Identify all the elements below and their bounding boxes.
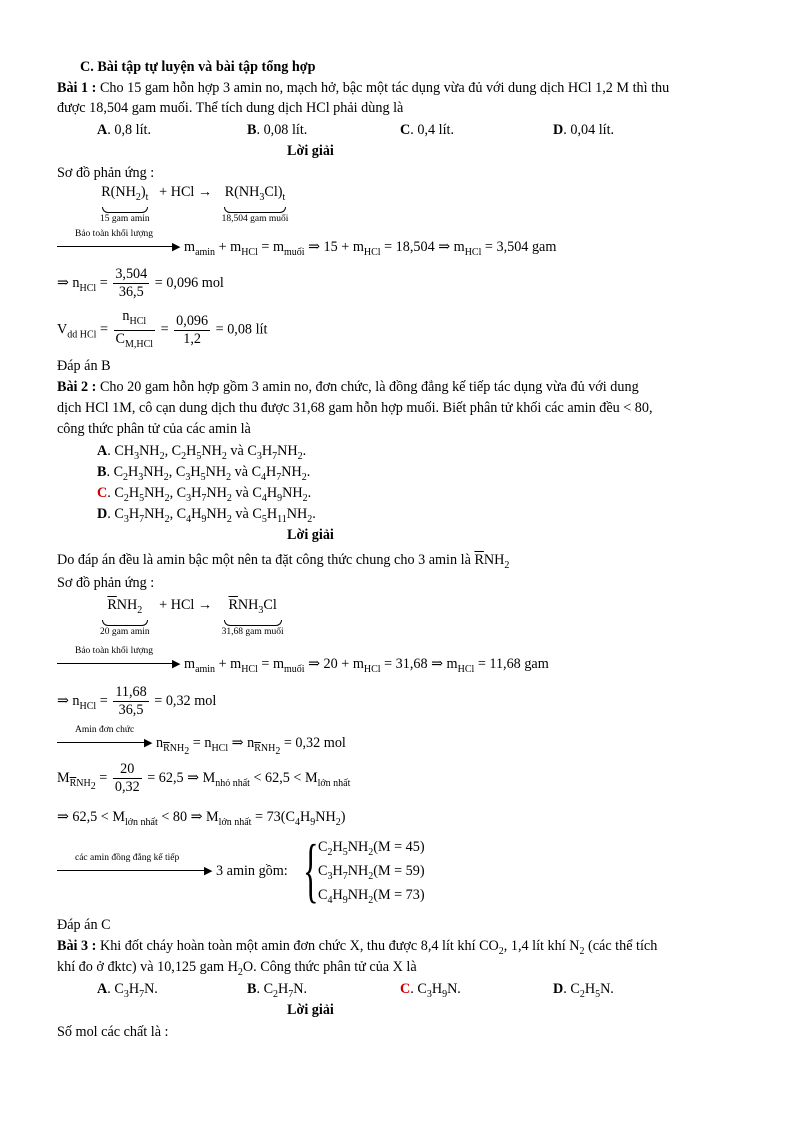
b1-question-line1: Bài 1 : Cho 15 gam hỗn hợp 3 amin no, mạch hở, bậc một tác dụng vừa đủ với dung dịch HCl 1,2 M thì thu: [57, 80, 670, 96]
b2-n-hcl: ⇒ $n_{HCl}$ = $\frac{11,68}{36,5}$ = 0,32 mol: [57, 684, 217, 719]
b2-reactant: $\overline{R}NH_2$ 20 gam amin: [100, 597, 150, 637]
b1-answer: Đáp án B: [57, 358, 111, 374]
b2-inequality: ⇒ $62,5 < M_{lớn nhất} < 80$ ⇒ $M_{lớn nhất} = 73(C_4H_9NH_2)$: [57, 809, 346, 828]
b3-option-a: A. $C_3H_7N$.: [97, 981, 158, 1000]
b1-mass-conservation: Bảo toàn khối lượng ▶ $m_{amin} + m_{HCl} = m_{muối}$ ⇒ $15 + m_{HCl} = 18,504$ ⇒ $m_{HCl} = 3,504$ gam: [57, 238, 556, 262]
b2-question-line3: công thức phân tử của các amin là: [57, 421, 251, 437]
b1-product: $R(NH_3Cl)_t$ 18,504 gam muối: [221, 184, 289, 224]
b3-option-c: C. $C_3H_9N$.: [400, 981, 461, 1000]
b2-n-amin: Amin đơn chức ▶ $n_{\overline{R}NH_2} = n_{HCl}$ ⇒ $n_{\overline{R}NH_2} = 0,32$ mol: [57, 734, 346, 761]
b2-intro: Do đáp án đều là amin bậc một nên ta đặt công thức chung cho 3 amin là $\overline{R}NH_2$: [57, 552, 510, 571]
b1-reaction-scheme: $R(NH_2)_t$ 15 gam amin + HCl → $R(NH_3Cl)_t$ 18,504 gam muối: [100, 184, 289, 224]
b2-option-c: C. $C_2H_5NH_2$, $C_3H_7NH_2$ và $C_4H_9NH_2$.: [97, 485, 312, 504]
b3-option-b: B. $C_2H_7N$.: [247, 981, 308, 1000]
b1-n-hcl: ⇒ $n_{HCl}$ = $\frac{3,504}{36,5}$ = 0,096 mol: [57, 266, 224, 301]
b3-solution-heading: Lời giải: [287, 1002, 334, 1018]
b1-option-a: A. 0,8 lít.: [97, 122, 151, 138]
b2-question-line2: dịch HCl 1M, cô cạn dung dịch thu được 31,68 gam hỗn hợp muối. Biết phân tử khối các amin đều < 80,: [57, 400, 653, 416]
b2-option-d: D. $C_3H_7NH_2$, $C_4H_9NH_2$ và $C_5H_{11}NH_2$.: [97, 506, 316, 525]
b1-arrow: Bảo toàn khối lượng ▶: [57, 238, 180, 256]
b1-reactant: $R(NH_2)_t$ 15 gam amin: [100, 184, 150, 224]
b1-option-d: D. 0,04 lít.: [553, 122, 615, 138]
b2-system-line1: $C_2H_5NH_2(M = 45)$: [318, 839, 425, 858]
b3-moles-label: Số mol các chất là :: [57, 1024, 169, 1040]
b1-question-line2: được 18,504 gam muối. Thể tích dung dịch HCl phải dùng là: [57, 100, 404, 116]
b1-volume: $V_{dd HCl}$ = $\frac{n_{HCl}}{C_{M,HCl}}$ = $\frac{0,096}{1,2}$ = 0,08 lít: [57, 308, 268, 350]
b2-question-line1: Bài 2 : Cho 20 gam hỗn hợp gồm 3 amin no, đơn chức, là đồng đẳng kế tiếp tác dụng vừa đủ với dung: [57, 379, 639, 395]
b1-scheme-label: Sơ đồ phản ứng :: [57, 165, 155, 181]
b2-system-line3: $C_4H_9NH_2(M = 73)$: [318, 887, 425, 906]
b2-molar-mass: $M_{\overline{R}NH_2}$ = $\frac{20}{0,32}$ = 62,5 ⇒ $M_{nhỏ nhất} < 62,5 < M_{lớn nhất}$: [57, 761, 351, 796]
b1-option-c: C. 0,4 lít.: [400, 122, 454, 138]
b2-option-b: B. $C_2H_3NH_2$, $C_3H_5NH_2$ và $C_4H_7NH_2$.: [97, 464, 311, 483]
b2-product: $\overline{R}NH_3Cl$ 31,68 gam muối: [221, 597, 284, 637]
b2-mass-conservation: Bảo toàn khối lượng ▶ $m_{amin} + m_{HCl} = m_{muối}$ ⇒ $20 + m_{HCl} = 31,68$ ⇒ $m_{HCl} = 11,68$ gam: [57, 655, 549, 679]
b2-homologous-step: các amin đồng đẳng kế tiếp ▶ 3 amin gồm:: [57, 862, 288, 880]
section-title: C. Bài tập tự luyện và bài tập tổng hợp: [80, 59, 316, 75]
b3-question-line2: khí đo ở đktc) và 10,125 gam $H_2O$. Công thức phân tử của X là: [57, 959, 417, 978]
b1-solution-heading: Lời giải: [287, 143, 334, 159]
b3-option-d: D. $C_2H_5N$.: [553, 981, 614, 1000]
b1-option-b: B. 0,08 lít.: [247, 122, 308, 138]
b2-scheme-label: Sơ đồ phản ứng :: [57, 575, 155, 591]
b2-answer: Đáp án C: [57, 917, 111, 933]
b2-reaction-scheme: $\overline{R}NH_2$ 20 gam amin + HCl → $\overline{R}NH_3Cl$ 31,68 gam muối: [100, 597, 284, 637]
b3-question-line1: Bài 3 : Khi đốt cháy hoàn toàn một amin đơn chức X, thu được 8,4 lít khí $CO_2$, 1,4 lít khí $N_2$ (các thể tích: [57, 938, 658, 957]
b2-option-a: A. $CH_3NH_2$, $C_2H_5NH_2$ và $C_3H_7NH_2$.: [97, 443, 307, 462]
b2-solution-heading: Lời giải: [287, 527, 334, 543]
b2-system-line2: $C_3H_7NH_2(M = 59)$: [318, 863, 425, 882]
b2-system-brace: {: [303, 830, 319, 910]
b1-label: Bài 1 :: [57, 80, 97, 96]
